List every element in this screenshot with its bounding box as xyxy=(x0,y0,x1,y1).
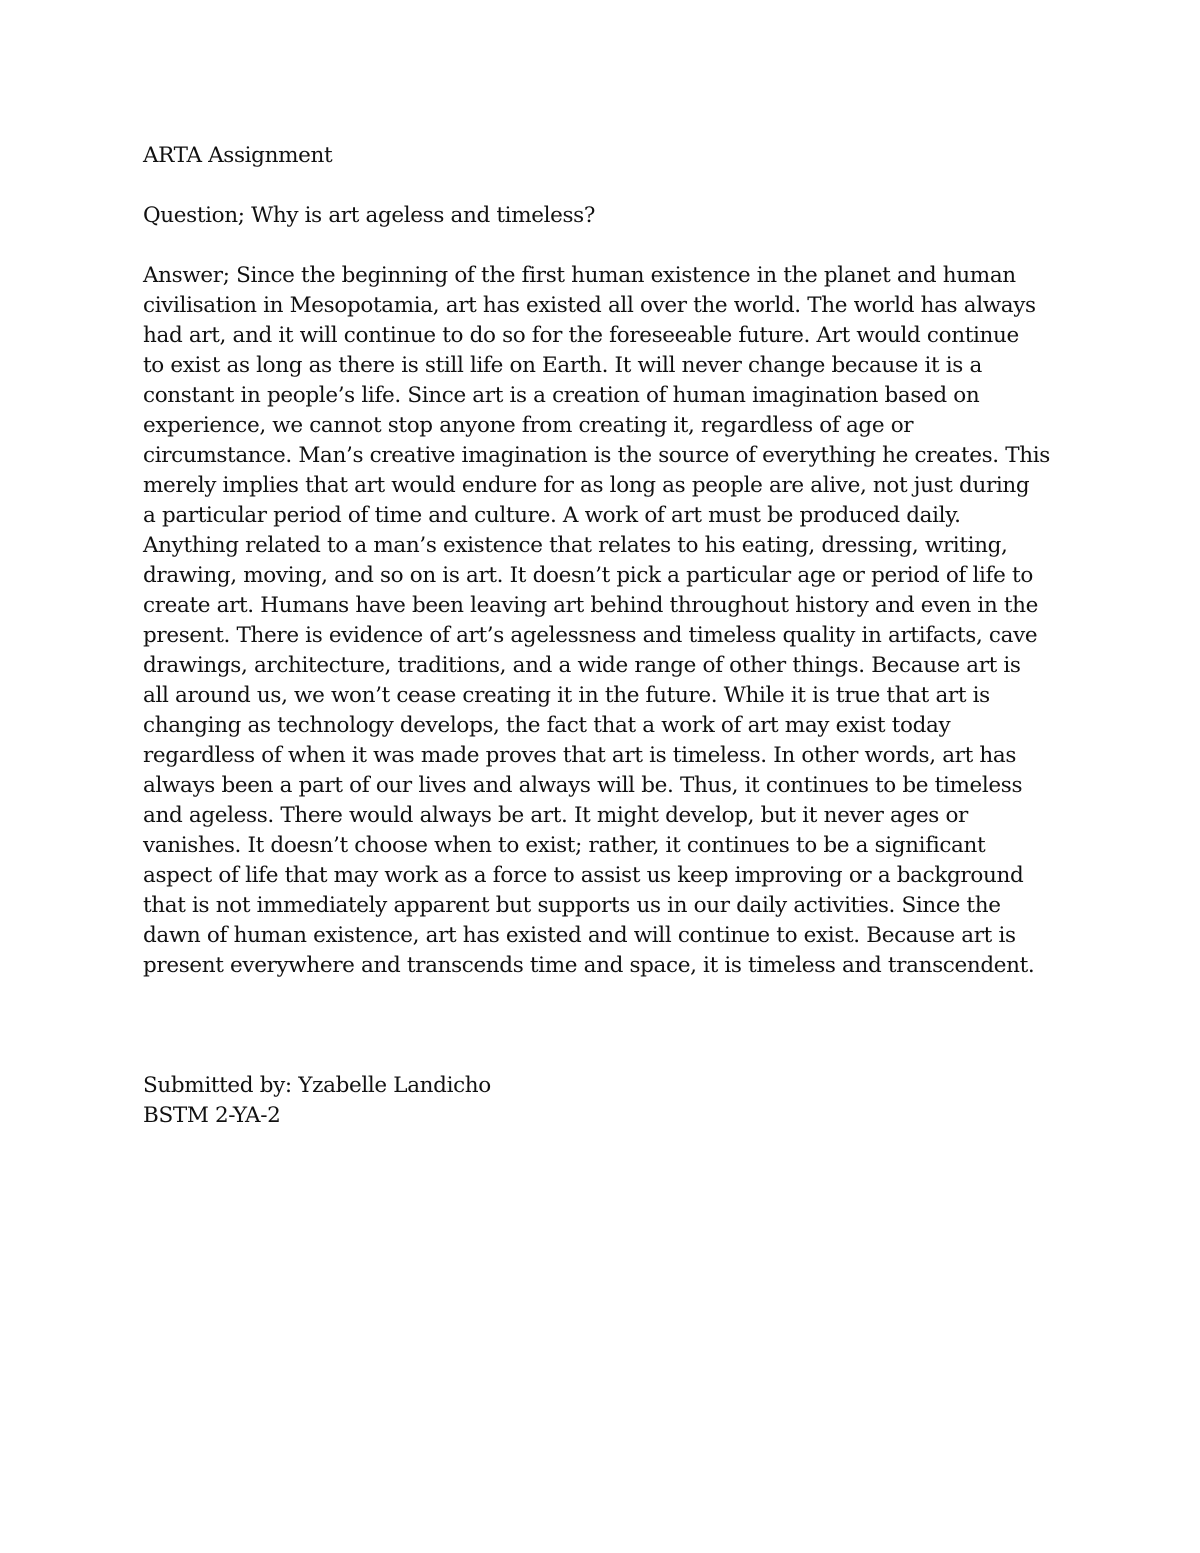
answer-line: constant in people’s life. Since art is a creation of human imagination based on xyxy=(143,383,980,408)
answer-line: circumstance. Man’s creative imagination is the source of everything he creates. This xyxy=(143,443,1050,468)
answer-line: drawings, architecture, traditions, and a wide range of other things. Because art is xyxy=(143,653,1021,678)
question-text: Question; Why is art ageless and timeless? xyxy=(143,203,596,228)
answer-line: merely implies that art would endure for as long as people are alive, not just during xyxy=(143,473,1030,498)
answer-line: present everywhere and transcends time and space, it is timeless and transcendent. xyxy=(143,953,1035,978)
answer-line: dawn of human existence, art has existed and will continue to exist. Because art is xyxy=(143,923,1016,948)
answer-line: that is not immediately apparent but supports us in our daily activities. Since the xyxy=(143,893,1001,918)
answer-line: civilisation in Mesopotamia, art has existed all over the world. The world has always xyxy=(143,293,1036,318)
answer-line: Answer; Since the beginning of the first human existence in the planet and human xyxy=(143,263,1016,288)
answer-line: regardless of when it was made proves that art is timeless. In other words, art has xyxy=(143,743,1017,768)
spacer xyxy=(143,981,1073,1071)
submitted-by: Submitted by: Yzabelle Landicho xyxy=(143,1073,491,1098)
answer-line: Anything related to a man’s existence that relates to his eating, dressing, writing, xyxy=(143,533,1008,558)
answer-line: a particular period of time and culture. A work of art must be produced daily. xyxy=(143,503,961,528)
answer-paragraph xyxy=(143,261,1073,981)
spacer xyxy=(143,171,1073,201)
answer-line: had art, and it will continue to do so for the foreseeable future. Art would continue xyxy=(143,323,1019,348)
answer-line: vanishes. It doesn’t choose when to exist; rather, it continues to be a significant xyxy=(143,833,986,858)
answer-line: always been a part of our lives and always will be. Thus, it continues to be timeless xyxy=(143,773,1023,798)
answer-line: all around us, we won’t cease creating it in the future. While it is true that art is xyxy=(143,683,990,708)
answer-line: and ageless. There would always be art. It might develop, but it never ages or xyxy=(143,803,968,828)
document-body xyxy=(143,141,1073,1131)
answer-line: changing as technology develops, the fact that a work of art may exist today xyxy=(143,713,951,738)
answer-line: present. There is evidence of art’s agelessness and timeless quality in artifacts, cave xyxy=(143,623,1038,648)
section-code: BSTM 2-YA-2 xyxy=(143,1103,281,1128)
spacer xyxy=(143,231,1073,261)
document-title: ARTA Assignment xyxy=(143,143,333,168)
answer-line: to exist as long as there is still life on Earth. It will never change because it is a xyxy=(143,353,982,378)
answer-line: drawing, moving, and so on is art. It doesn’t pick a particular age or period of life to xyxy=(143,563,1033,588)
answer-line: experience, we cannot stop anyone from creating it, regardless of age or xyxy=(143,413,914,438)
answer-line: create art. Humans have been leaving art behind throughout history and even in the xyxy=(143,593,1038,618)
answer-line: aspect of life that may work as a force to assist us keep improving or a background xyxy=(143,863,1024,888)
